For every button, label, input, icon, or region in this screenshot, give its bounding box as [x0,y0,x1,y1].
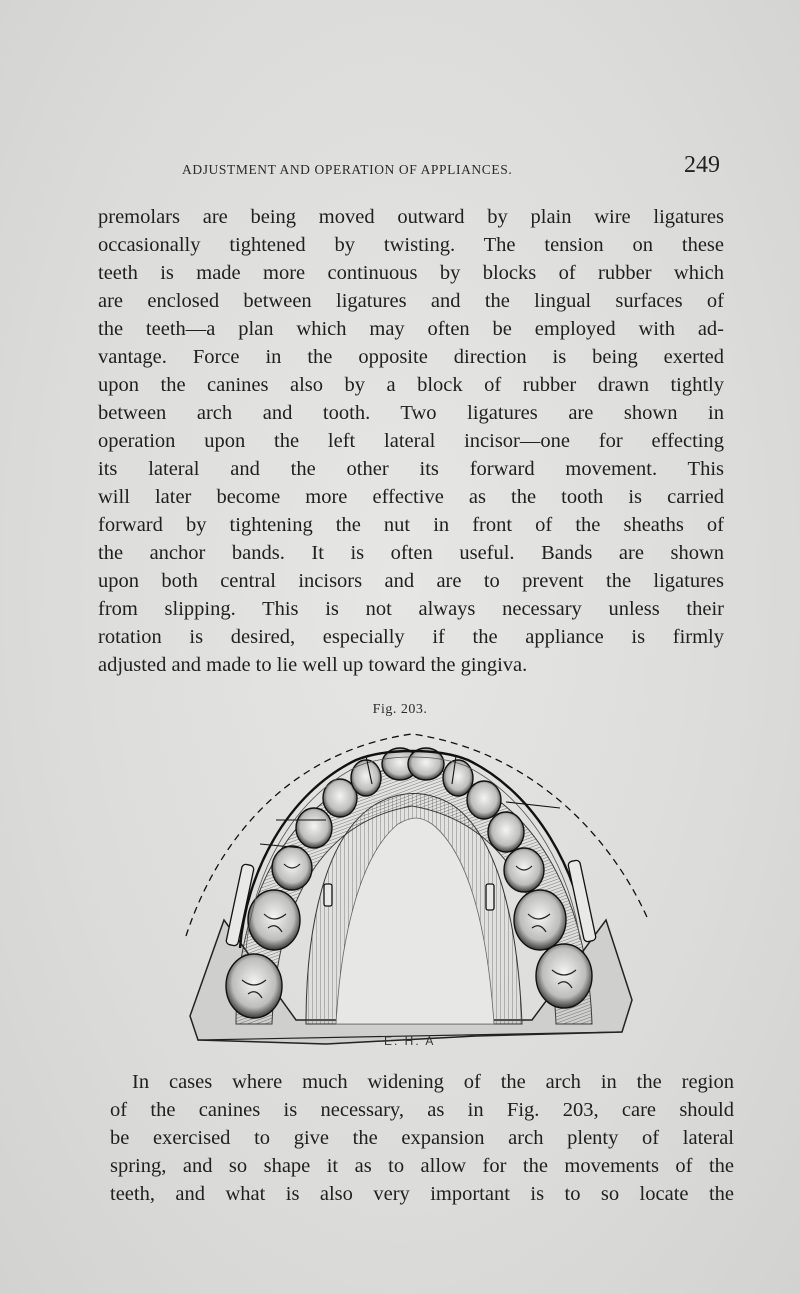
text-line: be exercised to give the expansion arch plenty of lateral [110,1127,734,1149]
text-line: the anchor bands. It is often useful. Bands are shown [98,542,724,564]
running-head [100,150,720,186]
text-line: upon the canines also by a block of rubber drawn tightly [98,374,724,396]
text-line: premolars are being moved outward by plain wire ligatures [98,206,724,228]
paragraph-1 [98,203,724,679]
text-line: teeth is made more continuous by blocks of rubber which [98,262,724,284]
text-line: spring, and so shape it as to allow for the movements of the [110,1155,734,1177]
text-line: operation upon the left lateral incisor—one for effecting [98,430,724,452]
figure-caption: Fig. 203. [372,702,428,717]
text-line: In cases where much widening of the arch in the region [132,1071,734,1093]
text-line: rotation is desired, especially if the appliance is firmly [98,626,724,648]
text-line: upon both central incisors and are to prevent the ligatures [98,570,724,592]
paragraph-2 [110,1068,734,1208]
text-line: vantage. Force in the opposite direction is being exerted [98,346,724,368]
dental-arch-illustration [176,724,648,1060]
text-line: the teeth—a plan which may often be employed with ad- [98,318,724,340]
text-line: forward by tightening the nut in front of the sheaths of [98,514,724,536]
running-title: ADJUSTMENT AND OPERATION OF APPLIANCES. [182,162,513,177]
text-line: occasionally tightened by twisting. The tension on these [98,234,724,256]
text-line: will later become more effective as the tooth is carried [98,486,724,508]
text-line: are enclosed between ligatures and the lingual surfaces of [98,290,724,312]
text-line: from slipping. This is not always necessary unless their [98,598,724,620]
text-line: of the canines is necessary, as in Fig. 203, care should [110,1099,734,1121]
artist-initials: E. H. A [384,1034,436,1048]
text-line: teeth, and what is also very important is to so locate the [110,1183,734,1205]
text-line: adjusted and made to lie well up toward the gingiva. [98,654,528,676]
text-line: its lateral and the other its forward movement. This [98,458,724,480]
text-line: between arch and tooth. Two ligatures are shown in [98,402,724,424]
page-number: 249 [684,152,720,178]
